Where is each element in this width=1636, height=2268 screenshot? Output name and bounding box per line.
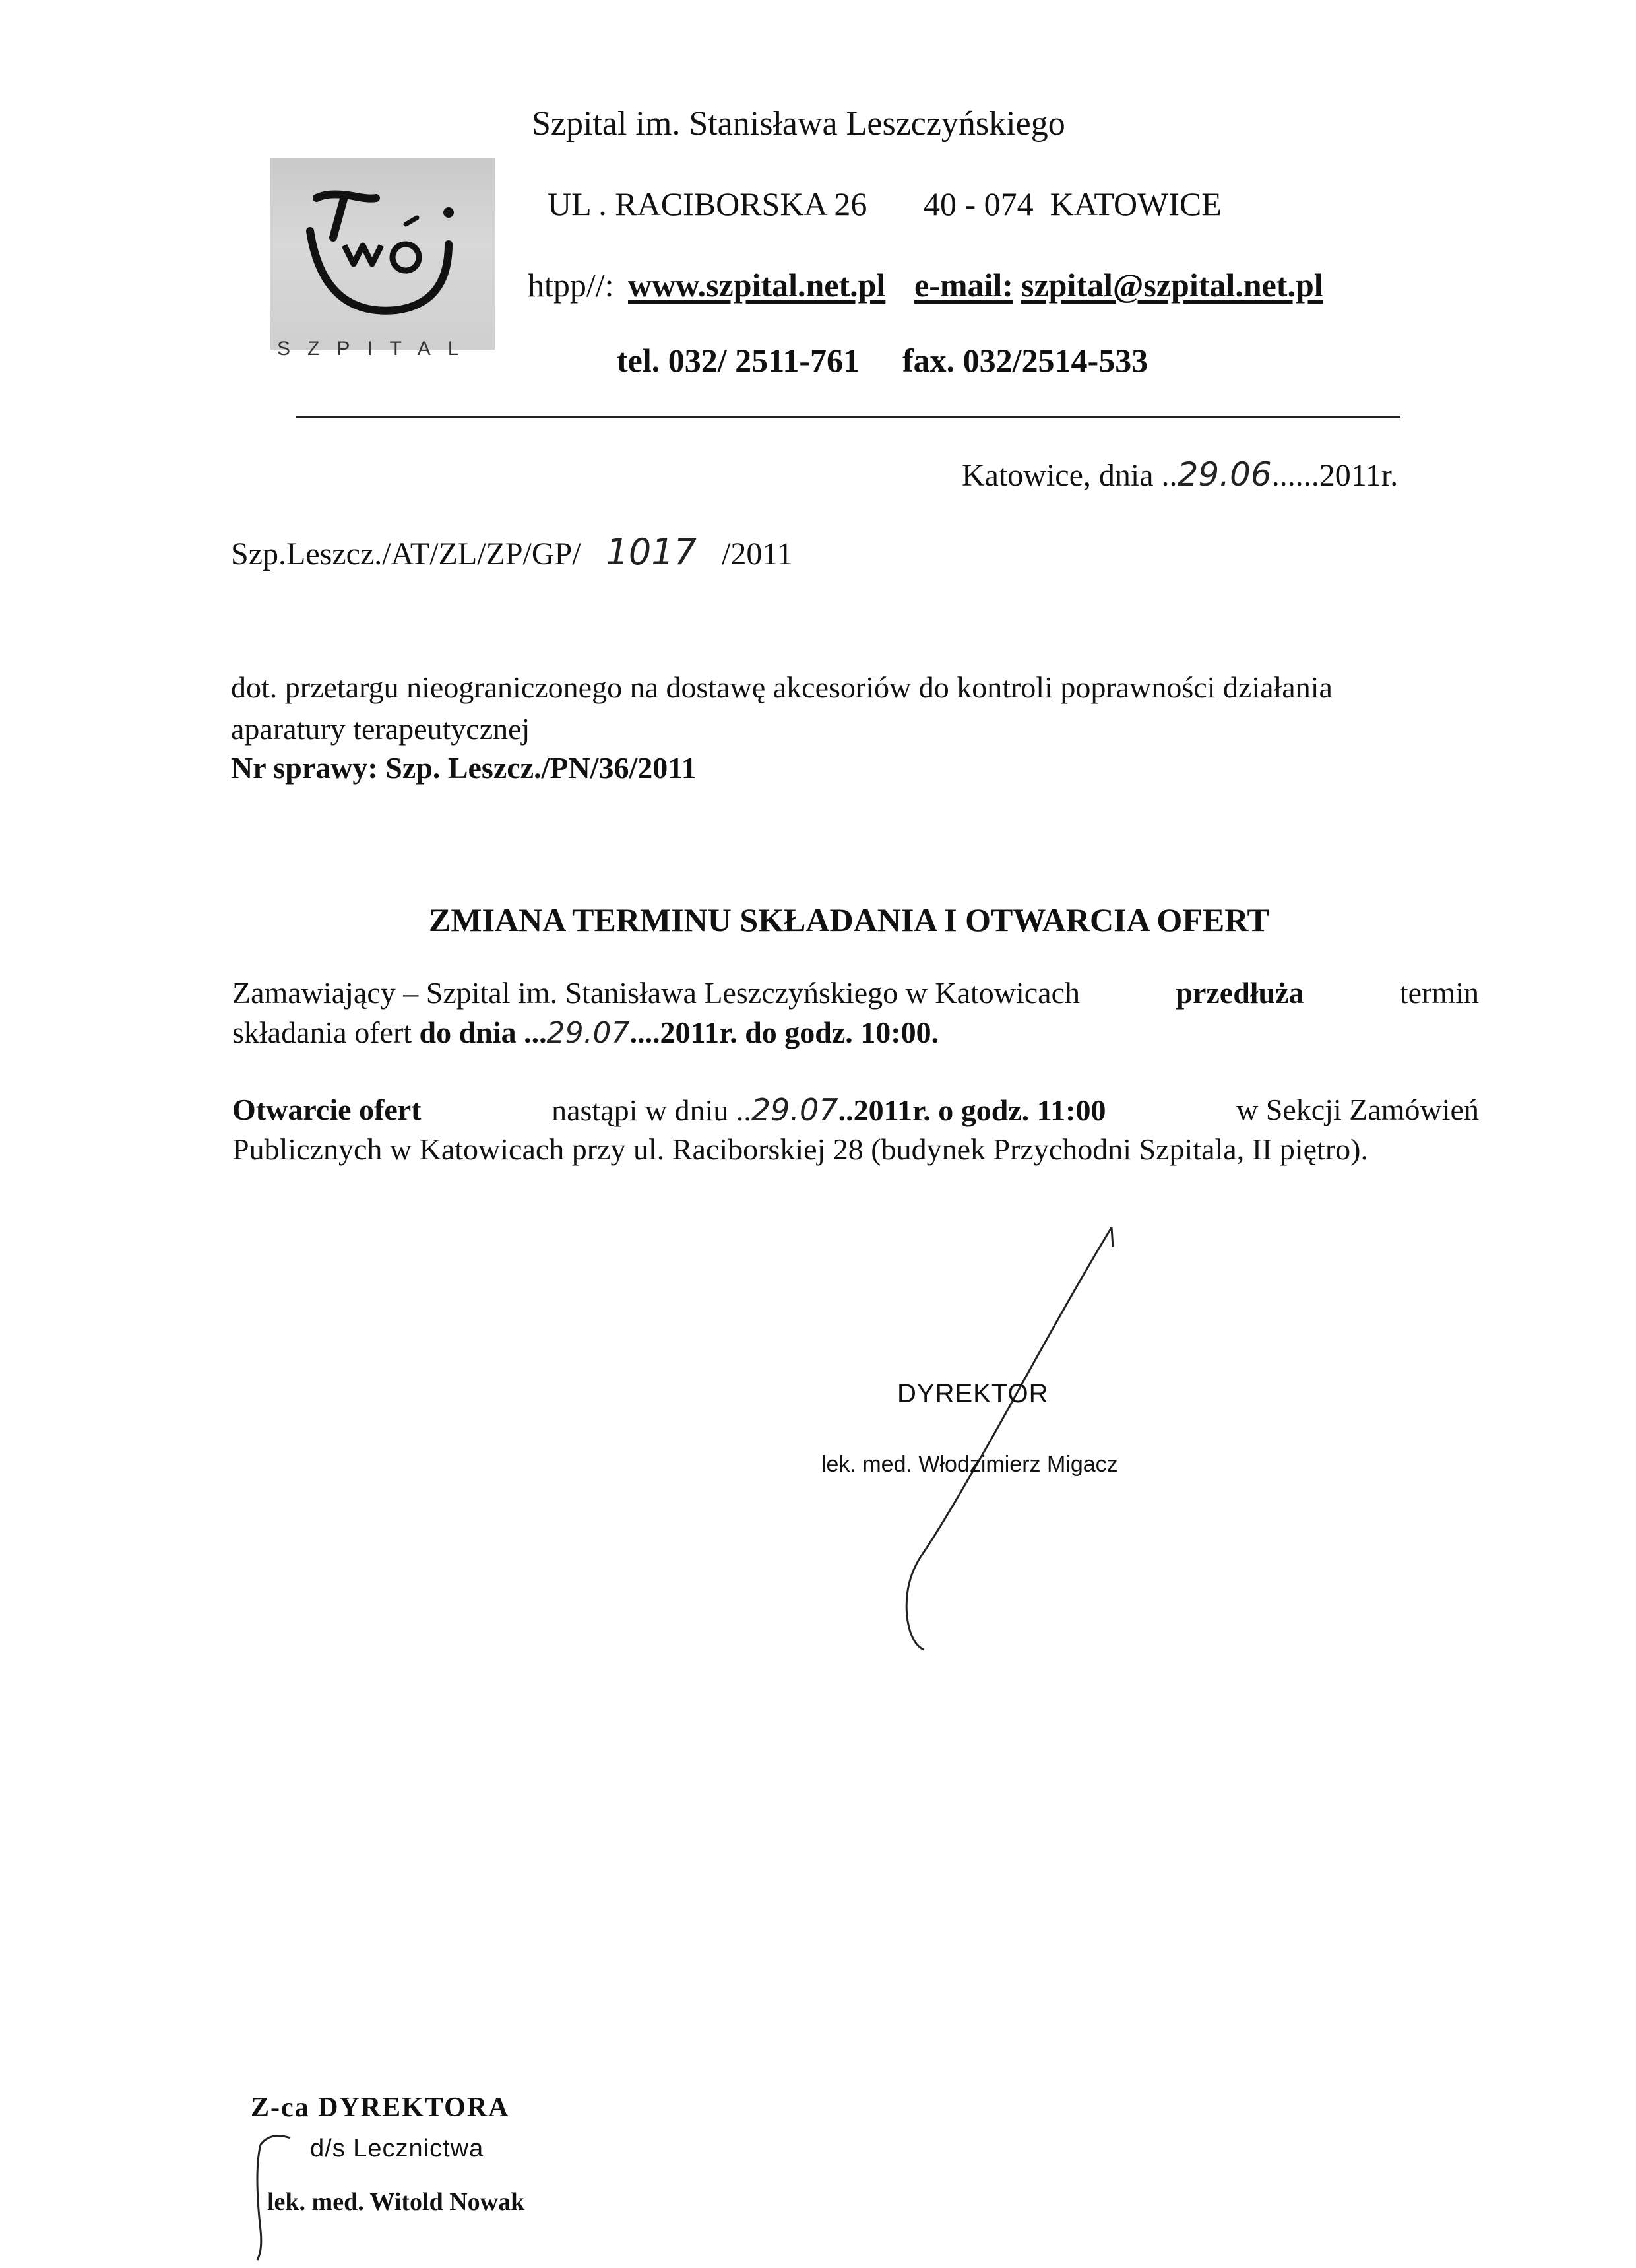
case-number: Nr sprawy: Szp. Leszcz./PN/36/2011 [231, 751, 697, 785]
director-stamp-title: DYREKTOR [897, 1379, 1049, 1408]
email-label: e-mail: [914, 267, 1013, 304]
notice-title: ZMIANA TERMINU SKŁADANIA I OTWARCIA OFERT [429, 901, 1269, 938]
deputy-stamp-title: Z-ca DYREKTORA [251, 2092, 510, 2123]
para1-line2-text: składania ofert [232, 1016, 412, 1049]
para2-text-a: nastąpi w dniu .. [551, 1093, 751, 1127]
director-stamp-name: lek. med. Włodzimierz Migacz [821, 1452, 1118, 1477]
para1-bold-extend: przedłuża [1176, 976, 1304, 1010]
dateline [962, 455, 1398, 494]
paragraph-2-line-1 [232, 1092, 1479, 1128]
paragraph-1-line-2 [232, 1015, 939, 1050]
website-link[interactable]: www.szpital.net.pl [628, 267, 886, 304]
para2-handwritten-date: 29.07 [751, 1092, 838, 1128]
reference-suffix: /2011 [722, 536, 793, 571]
para1-text-b: termin [1399, 976, 1479, 1010]
para1-handwritten-date: 29.07 [546, 1016, 630, 1050]
subject-line-2: aparatury terapeutycznej [231, 712, 530, 746]
dateline-suffix: ......2011r. [1271, 458, 1399, 493]
dateline-prefix: Katowice, dnia .. [962, 458, 1178, 493]
header-divider [296, 416, 1400, 418]
address-city: 40 - 074 KATOWICE [924, 185, 1222, 222]
logo-caption: SZPITAL [277, 338, 476, 360]
email-link[interactable]: szpital@szpital.net.pl [1021, 267, 1323, 304]
para1-line2-bold-b: ....2011r. do godz. 10:00. [629, 1016, 939, 1049]
logo-mark-icon [270, 158, 495, 350]
reference-number [231, 531, 793, 573]
hospital-name: Szpital im. Stanisława Leszczyńskiego [532, 105, 1065, 143]
fax-number: fax. 032/2514-533 [902, 342, 1148, 379]
deputy-stamp-dept: d/s Lecznictwa [310, 2135, 484, 2162]
para1-text-a: Zamawiający – Szpital im. Stanisława Leszczyńskiego w Katowicach [232, 976, 1081, 1010]
para2-bold-b: ..2011r. o godz. 11:00 [838, 1093, 1106, 1127]
dateline-handwritten-date: 29.06 [1177, 455, 1272, 494]
subject-line-1: dot. przetargu nieograniczonego na dostawę akcesoriów do kontroli poprawności działania [231, 670, 1333, 704]
paragraph-2-line-2: Publicznych w Katowicach przy ul. Raciborskiej 28 (budynek Przychodni Szpitala, II piętro). [232, 1132, 1368, 1166]
para2-bold-a: Otwarcie ofert [232, 1093, 422, 1126]
para1-line2-bold-a: do dnia ... [419, 1016, 547, 1049]
reference-handwritten-number: 1017 [606, 531, 697, 573]
web-label: htpp//: [528, 267, 614, 304]
address-street: UL . RACIBORSKA 26 [548, 185, 867, 222]
reference-prefix: Szp.Leszcz./AT/ZL/ZP/GP/ [231, 536, 581, 571]
para2-text-b: w Sekcji Zamówień [1236, 1093, 1479, 1126]
hospital-logo [270, 158, 495, 376]
paragraph-1-line-1 [232, 975, 1479, 1010]
director-signature [858, 1214, 1161, 1676]
deputy-stamp-name: lek. med. Witold Nowak [267, 2188, 525, 2216]
phone-number: tel. 032/ 2511-761 [617, 342, 860, 379]
